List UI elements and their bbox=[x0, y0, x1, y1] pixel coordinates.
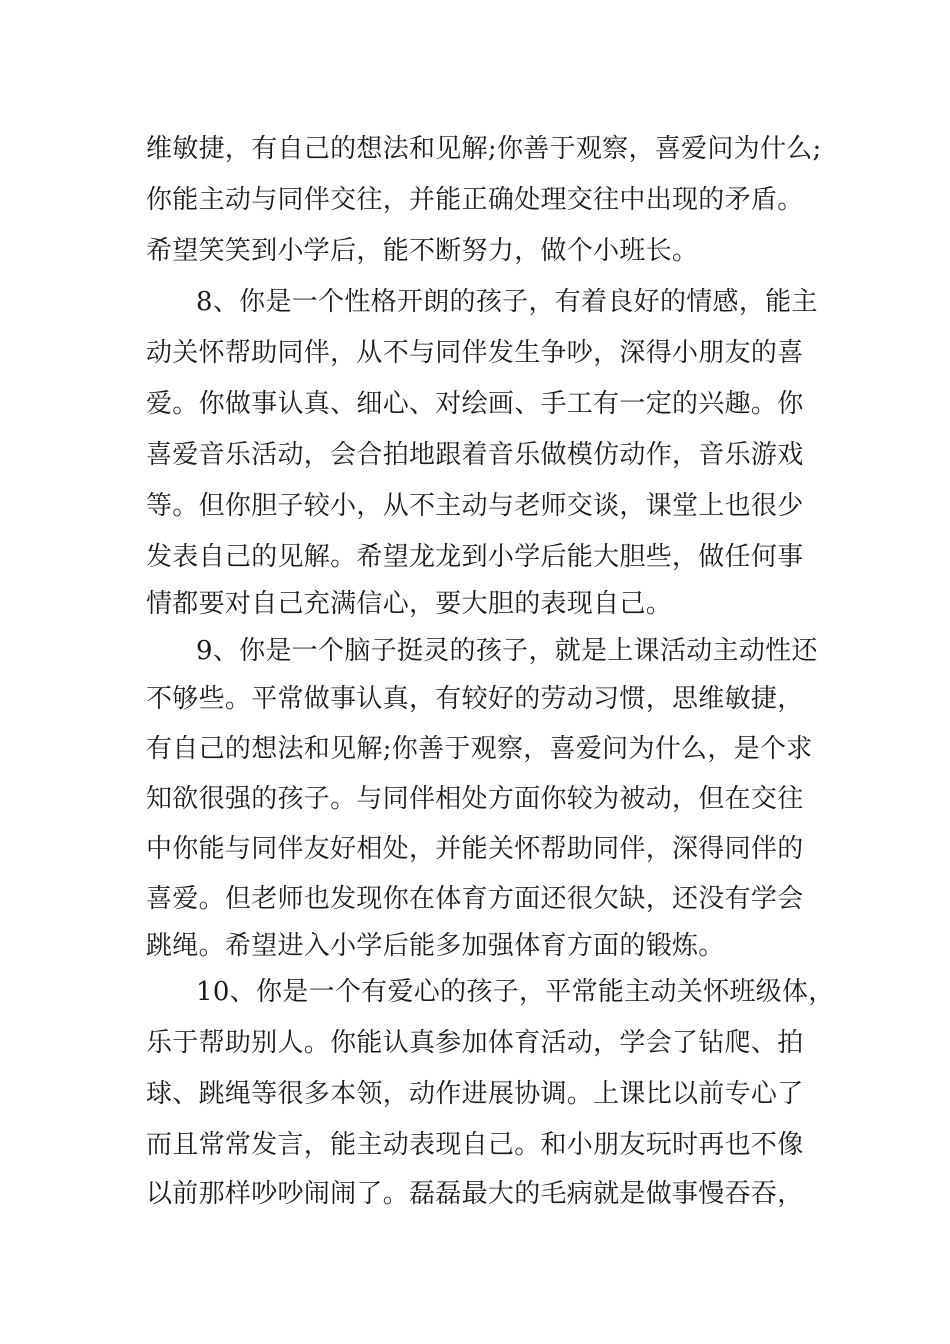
paragraph-10-start: 10、你是一个有爱心的孩子，平常能主动关怀班级体， bbox=[196, 977, 835, 1007]
text-line: 等。但你胆子较小，从不主动与老师交谈，课堂上也很少 bbox=[146, 491, 804, 521]
text-line: 希望笑笑到小学后，能不断努力，做个小班长。 bbox=[146, 236, 699, 266]
text-line: 动关怀帮助同伴，从不与同伴发生争吵，深得小朋友的喜 bbox=[146, 338, 804, 368]
text-line: 知欲很强的孩子。与同伴相处方面你较为被动，但在交往 bbox=[146, 784, 804, 814]
text-line: 爱。你做事认真、细心、对绘画、手工有一定的兴趣。你 bbox=[146, 389, 804, 419]
paragraph-9-start: 9、你是一个脑子挺灵的孩子，就是上课活动主动性还 bbox=[196, 636, 818, 666]
text-line: 情都要对自己充满信心，要大胆的表现自己。 bbox=[146, 589, 673, 619]
text-line: 而且常常发言，能主动表现自己。和小朋友玩时再也不像 bbox=[146, 1130, 804, 1160]
text-line: 发表自己的见解。希望龙龙到小学后能大胆些，做任何事 bbox=[146, 542, 804, 572]
text-line: 喜爱音乐活动，会合拍地跟着音乐做模仿动作，音乐游戏 bbox=[146, 440, 804, 470]
text-line: 有自己的想法和见解;你善于观察，喜爱问为什么，是个求 bbox=[146, 734, 813, 764]
text-line: 不够些。平常做事认真，有较好的劳动习惯，思维敏捷， bbox=[146, 684, 804, 714]
text-line: 以前那样吵吵闹闹了。磊磊最大的毛病就是做事慢吞吞， bbox=[146, 1179, 804, 1209]
text-line: 喜爱。但老师也发现你在体育方面还很欠缺，还没有学会 bbox=[146, 884, 804, 914]
paragraph-8-start: 8、你是一个性格开朗的孩子，有着良好的情感，能主 bbox=[196, 287, 818, 317]
text-line: 球、跳绳等很多本领，动作进展协调。上课比以前专心了 bbox=[146, 1079, 804, 1109]
text-line: 跳绳。希望进入小学后能多加强体育方面的锻炼。 bbox=[146, 931, 725, 961]
text-line: 乐于帮助别人。你能认真参加体育活动，学会了钻爬、拍 bbox=[146, 1028, 804, 1058]
text-line: 中你能与同伴友好相处，并能关怀帮助同伴，深得同伴的 bbox=[146, 834, 804, 864]
text-line: 维敏捷，有自己的想法和见解;你善于观察，喜爱问为什么; bbox=[146, 134, 822, 164]
text-line: 你能主动与同伴交往，并能正确处理交往中出现的矛盾。 bbox=[146, 185, 804, 215]
